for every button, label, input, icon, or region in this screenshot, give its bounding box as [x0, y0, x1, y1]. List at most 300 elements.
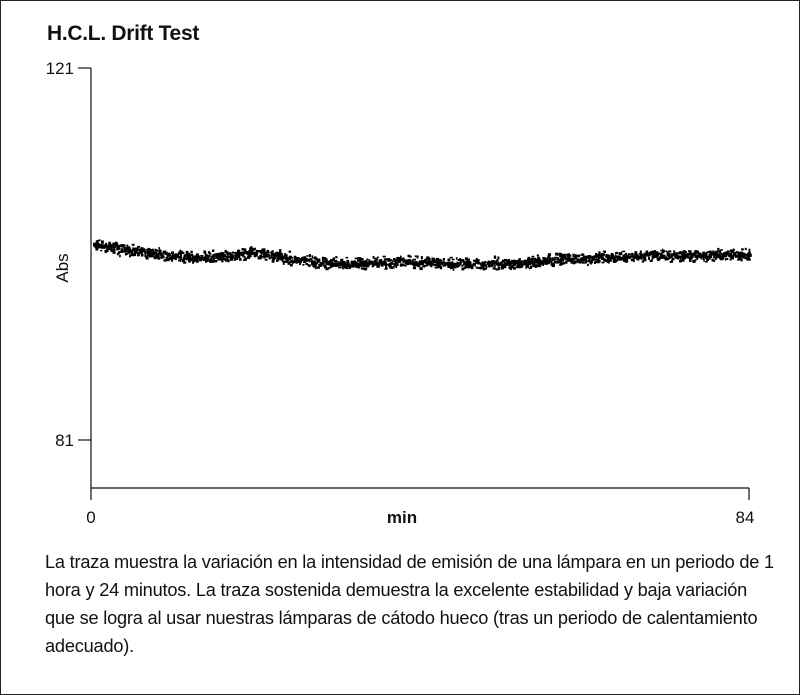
trace-noise-mark — [114, 245, 116, 248]
trace-noise-mark — [132, 244, 135, 246]
trace-noise-mark — [293, 260, 295, 262]
trace-noise-mark — [306, 259, 308, 262]
trace-noise-mark — [308, 264, 311, 266]
trace-noise-mark — [638, 258, 640, 261]
trace-noise-mark — [264, 249, 266, 252]
trace-noise-mark — [209, 255, 211, 257]
trace-noise-mark — [339, 266, 341, 268]
trace-noise-mark — [748, 259, 751, 261]
trace-noise-mark — [323, 258, 325, 260]
trace-noise-mark — [377, 257, 379, 259]
trace-noise-mark — [171, 259, 173, 261]
trace-noise-mark — [529, 268, 532, 270]
trace-noise-mark — [743, 256, 745, 258]
trace-noise-mark — [737, 252, 740, 254]
trace-noise-mark — [341, 259, 343, 262]
trace-noise-mark — [726, 258, 728, 260]
trace-noise-mark — [548, 256, 551, 259]
trace-noise-mark — [531, 258, 534, 260]
trace-noise-mark — [604, 251, 606, 253]
trace-noise-mark — [311, 259, 313, 261]
trace-noise-mark — [346, 257, 349, 259]
trace-noise-mark — [648, 257, 650, 260]
trace-noise-mark — [190, 251, 192, 254]
trace-noise-mark — [152, 252, 155, 254]
trace-noise-mark — [570, 255, 572, 257]
trace-noise-mark — [559, 264, 561, 266]
trace-noise-mark — [421, 256, 423, 259]
trace-noise-mark — [281, 253, 283, 256]
trace-noise-mark — [180, 260, 182, 262]
trace-noise-mark — [674, 252, 676, 255]
trace-noise-mark — [367, 265, 369, 268]
trace-noise-mark — [749, 254, 752, 257]
trace-noise-mark — [378, 264, 381, 266]
x-tick-label-left: 0 — [86, 508, 96, 527]
trace-noise-mark — [190, 257, 192, 259]
trace-noise-mark — [530, 266, 532, 268]
trace-noise-mark — [184, 258, 186, 260]
trace-noise-mark — [554, 257, 557, 259]
trace-noise-mark — [741, 248, 744, 250]
trace-noise-mark — [553, 262, 555, 264]
trace-noise-mark — [672, 259, 674, 261]
trace-noise-mark — [555, 253, 558, 256]
trace-noise-mark — [196, 257, 198, 260]
trace-noise-mark — [342, 267, 344, 270]
trace-noise-mark — [513, 267, 516, 270]
trace-noise-mark — [732, 256, 734, 258]
trace-noise-mark — [265, 259, 268, 261]
trace-noise-mark — [239, 258, 242, 261]
trace-noise-mark — [463, 267, 466, 269]
trace-noise-mark — [261, 252, 263, 255]
trace-noise-mark — [244, 249, 246, 252]
trace-noise-mark — [749, 249, 751, 252]
trace-noise-mark — [114, 249, 116, 251]
trace-noise-mark — [677, 255, 679, 258]
trace-noise-mark — [169, 253, 171, 256]
trace-noise-mark — [255, 253, 257, 256]
trace-noise-mark — [471, 265, 473, 268]
trace-noise-mark — [130, 251, 132, 254]
trace-noise-mark — [440, 266, 442, 269]
trace-noise-mark — [130, 250, 132, 252]
trace-noise-mark — [359, 260, 361, 262]
trace-noise-mark — [554, 258, 557, 260]
trace-noise-mark — [657, 259, 659, 261]
trace-noise-mark — [355, 262, 358, 265]
trace-noise-mark — [289, 251, 292, 253]
trace-noise-mark — [567, 253, 570, 255]
trace-noise-mark — [591, 259, 594, 261]
trace-noise-mark — [493, 268, 495, 270]
trace-noise-mark — [158, 247, 160, 249]
trace-noise-mark — [111, 248, 113, 251]
trace-noise-mark — [245, 258, 247, 261]
trace-noise-mark — [290, 256, 292, 259]
trace-noise-mark — [474, 264, 476, 266]
trace-noise-mark — [119, 246, 121, 249]
trace-noise-mark — [725, 258, 727, 261]
trace-noise-mark — [642, 260, 645, 262]
trace-noise-mark — [477, 259, 480, 261]
trace-noise-mark — [204, 250, 206, 253]
trace-noise-mark — [575, 254, 577, 256]
trace-noise-mark — [644, 253, 647, 256]
trace-noise-mark — [512, 265, 514, 267]
trace-noise-mark — [448, 259, 451, 262]
trace-noise-mark — [578, 255, 580, 258]
trace-noise-mark — [415, 255, 417, 257]
trace-noise-mark — [409, 256, 411, 258]
trace-noise-mark — [633, 260, 635, 262]
trace-noise-mark — [599, 260, 601, 263]
trace-noise-mark — [190, 254, 192, 256]
trace-noise-mark — [562, 258, 564, 260]
trace-noise-mark — [232, 252, 235, 254]
trace-noise-mark — [343, 261, 346, 264]
trace-noise-mark — [202, 256, 204, 258]
trace-noise-mark — [457, 262, 460, 264]
trace-noise-mark — [152, 249, 154, 251]
trace-noise-mark — [254, 248, 256, 251]
trace-noise-mark — [385, 267, 388, 269]
trace-noise-mark — [629, 254, 631, 256]
trace-noise-mark — [491, 265, 493, 267]
trace-noise-mark — [361, 258, 364, 261]
trace-noise-mark — [208, 251, 210, 254]
trace-noise-mark — [306, 255, 308, 257]
trace-noise-mark — [378, 266, 380, 268]
trace-noise-mark — [321, 263, 323, 265]
trace-noise-mark — [594, 255, 596, 257]
trace-noise-mark — [733, 249, 735, 252]
trace-noise-mark — [705, 261, 708, 263]
trace-noise-mark — [667, 253, 670, 255]
trace-noise-mark — [540, 265, 542, 267]
trace-noise-mark — [426, 261, 428, 264]
trace-noise-mark — [314, 266, 316, 268]
trace-noise-mark — [373, 265, 375, 267]
trace-noise-mark — [156, 255, 159, 257]
trace-noise-mark — [633, 258, 635, 261]
trace-noise-mark — [345, 266, 348, 269]
x-tick-label-right: 84 — [735, 508, 755, 527]
trace-noise-mark — [460, 262, 462, 265]
trace-noise-mark — [561, 258, 563, 261]
trace-noise-mark — [260, 255, 262, 258]
trace-noise-mark — [598, 251, 600, 254]
trace-noise-mark — [98, 239, 100, 241]
trace-noise-mark — [694, 253, 696, 256]
trace-noise-mark — [348, 262, 350, 265]
trace-noise-mark — [603, 253, 605, 256]
trace-noise-mark — [463, 259, 465, 261]
trace-noise-mark — [269, 257, 271, 259]
trace-noise-mark — [612, 254, 614, 256]
trace-noise-mark — [519, 258, 521, 260]
trace-noise-mark — [564, 262, 566, 264]
trace-noise-mark — [437, 266, 439, 268]
trace-noise-mark — [403, 258, 405, 260]
trace-noise-mark — [710, 256, 712, 258]
trace-noise-mark — [328, 261, 330, 264]
trace-noise-mark — [268, 255, 270, 257]
trace-noise-mark — [483, 268, 486, 271]
trace-noise-mark — [397, 263, 399, 266]
trace-noise-mark — [309, 261, 311, 263]
trace-noise-mark — [650, 251, 652, 254]
trace-noise-mark — [621, 252, 623, 255]
trace-noise-mark — [136, 248, 138, 250]
trace-noise-mark — [372, 261, 374, 264]
trace-noise-mark — [629, 256, 631, 259]
trace-noise-mark — [309, 254, 311, 257]
trace-noise-mark — [735, 256, 737, 258]
trace-noise-mark — [214, 260, 217, 262]
trace-noise-mark — [640, 251, 642, 254]
trace-noise-mark — [706, 252, 708, 255]
trace-noise-mark — [695, 259, 697, 261]
trace-noise-mark — [617, 258, 619, 260]
trace-noise-mark — [142, 254, 144, 256]
y-axis-label: Abs — [53, 253, 72, 283]
trace-noise-mark — [537, 255, 539, 257]
trace-noise-mark — [453, 268, 455, 271]
trace-noise-mark — [579, 262, 582, 264]
trace-noise-mark — [365, 260, 367, 262]
y-tick-label-top: 121 — [45, 59, 74, 78]
trace-noise-mark — [601, 257, 603, 260]
trace-noise-mark — [400, 258, 402, 261]
trace-noise-mark — [353, 266, 355, 268]
trace-noise-mark — [491, 260, 494, 262]
trace-noise-mark — [312, 261, 314, 263]
trace-noise-mark — [402, 264, 405, 267]
trace-noise-mark — [486, 266, 488, 268]
trace-noise-mark — [275, 255, 277, 257]
trace-noise-mark — [417, 255, 419, 258]
trace-noise-mark — [587, 264, 589, 266]
figure-caption: La traza muestra la variación en la intensidad de emisión de una lámpara en un periodo de 1 hora y 24 minutos. La traza sostenida demuestra la excelente estabilidad y baja variación que se logra al usar nuestras lámparas de cátodo hueco (tras un periodo de calentamiento adecuado). — [45, 552, 774, 656]
trace-noise-mark — [573, 254, 575, 257]
trace-noise-mark — [680, 256, 682, 258]
trace-noise-mark — [478, 262, 480, 264]
trace-noise-mark — [181, 252, 184, 254]
trace-noise-mark — [666, 258, 668, 260]
trace-noise-mark — [209, 260, 212, 263]
trace-noise-mark — [470, 262, 472, 264]
trace-noise-mark — [511, 263, 513, 265]
trace-noise-mark — [113, 252, 116, 254]
trace-noise-mark — [101, 242, 103, 244]
trace-noise-mark — [484, 261, 486, 264]
trace-noise-mark — [281, 258, 283, 260]
trace-noise-mark — [581, 254, 584, 256]
trace-noise-mark — [619, 252, 621, 255]
trace-noise-mark — [421, 260, 423, 263]
trace-noise-mark — [373, 256, 375, 259]
trace-noise-mark — [386, 264, 388, 266]
trace-noise-mark — [644, 259, 646, 262]
trace-noise-mark — [513, 261, 515, 263]
trace-noise-mark — [657, 254, 659, 256]
trace-noise-mark — [251, 249, 253, 252]
trace-noise-mark — [601, 262, 604, 264]
trace-noise-mark — [622, 251, 625, 253]
trace-noise-mark — [366, 259, 368, 261]
trace-noise-mark — [680, 259, 682, 262]
trace-noise-mark — [494, 265, 496, 267]
trace-noise-mark — [335, 256, 337, 258]
trace-noise-mark — [312, 255, 314, 258]
trace-noise-mark — [365, 268, 368, 270]
trace-noise-mark — [129, 254, 131, 257]
trace-noise-mark — [272, 250, 274, 253]
trace-noise-mark — [236, 258, 238, 260]
trace-noise-mark — [745, 248, 747, 250]
trace-noise-mark — [413, 267, 416, 269]
trace-noise-mark — [290, 264, 293, 266]
trace-noise-mark — [527, 265, 529, 268]
trace-noise-mark — [375, 258, 378, 261]
trace-noise-mark — [651, 259, 653, 261]
trace-noise-mark — [225, 259, 228, 262]
trace-noise-mark — [285, 254, 288, 256]
trace-noise-mark — [433, 259, 435, 262]
trace-noise-mark — [143, 248, 145, 250]
trace-noise-mark — [205, 260, 207, 263]
trace-noise-mark — [232, 254, 234, 256]
trace-noise-mark — [334, 260, 337, 263]
trace-noise-mark — [697, 251, 699, 253]
trace-noise-mark — [155, 251, 157, 253]
trace-noise-mark — [228, 259, 230, 262]
trace-noise-mark — [235, 257, 237, 259]
trace-noise-mark — [689, 250, 691, 253]
trace-noise-mark — [713, 260, 715, 262]
trace-noise-mark — [684, 253, 686, 256]
trace-noise-mark — [450, 257, 453, 259]
trace-noise-mark — [635, 251, 638, 253]
drift-trace — [93, 239, 752, 270]
trace-noise-mark — [720, 249, 723, 251]
trace-noise-mark — [105, 244, 107, 247]
trace-noise-mark — [300, 260, 302, 263]
trace-noise-mark — [522, 260, 524, 262]
trace-noise-mark — [727, 251, 729, 254]
trace-noise-mark — [318, 260, 320, 262]
trace-noise-mark — [715, 254, 717, 256]
trace-noise-mark — [145, 257, 147, 259]
trace-noise-mark — [121, 250, 123, 253]
trace-noise-mark — [497, 257, 499, 260]
trace-noise-mark — [238, 250, 240, 252]
trace-noise-mark — [717, 248, 719, 251]
trace-noise-mark — [549, 260, 552, 262]
trace-noise-mark — [565, 254, 567, 257]
trace-noise-mark — [108, 242, 110, 244]
trace-noise-mark — [703, 259, 705, 262]
trace-noise-mark — [562, 254, 564, 257]
trace-noise-mark — [123, 246, 126, 248]
trace-noise-mark — [614, 257, 616, 259]
chart-title: H.C.L. Drift Test — [47, 22, 200, 45]
trace-noise-mark — [706, 258, 709, 261]
trace-noise-mark — [148, 248, 151, 250]
trace-noise-mark — [668, 250, 671, 252]
trace-noise-mark — [119, 255, 121, 258]
trace-noise-mark — [196, 260, 199, 263]
trace-noise-mark — [595, 262, 597, 264]
trace-noise-mark — [615, 252, 618, 254]
trace-noise-mark — [304, 256, 306, 259]
trace-noise-mark — [587, 260, 589, 262]
trace-noise-mark — [162, 255, 165, 258]
trace-noise-mark — [641, 256, 643, 258]
trace-noise-mark — [532, 256, 535, 257]
trace-noise-mark — [227, 256, 229, 259]
trace-noise-mark — [125, 252, 127, 255]
trace-noise-mark — [663, 250, 665, 252]
trace-noise-mark — [123, 244, 126, 246]
trace-noise-mark — [135, 250, 138, 253]
trace-noise-mark — [315, 268, 317, 270]
trace-noise-mark — [466, 265, 468, 267]
trace-noise-mark — [424, 259, 426, 261]
trace-noise-mark — [548, 253, 551, 256]
trace-noise-mark — [413, 259, 416, 261]
trace-noise-mark — [496, 259, 498, 262]
trace-noise-mark — [529, 259, 531, 261]
trace-noise-mark — [172, 252, 174, 254]
trace-noise-mark — [400, 256, 402, 258]
trace-noise-mark — [299, 263, 301, 265]
y-tick-label-bottom: 81 — [55, 431, 74, 450]
trace-noise-mark — [114, 243, 116, 245]
trace-noise-mark — [242, 254, 244, 256]
trace-noise-mark — [183, 262, 186, 264]
trace-noise-mark — [212, 250, 215, 252]
trace-noise-mark — [247, 256, 249, 259]
trace-noise-mark — [494, 256, 496, 259]
trace-noise-mark — [537, 257, 540, 259]
trace-noise-mark — [297, 257, 300, 259]
trace-noise-mark — [302, 264, 304, 266]
trace-noise-mark — [116, 243, 118, 245]
trace-noise-mark — [552, 264, 555, 267]
trace-noise-mark — [519, 260, 522, 263]
trace-noise-mark — [741, 259, 743, 261]
trace-noise-mark — [716, 256, 718, 259]
trace-noise-mark — [100, 250, 102, 252]
trace-noise-mark — [574, 257, 577, 260]
trace-noise-mark — [456, 257, 458, 260]
trace-noise-mark — [166, 252, 168, 255]
trace-noise-mark — [359, 266, 361, 268]
trace-noise-mark — [689, 260, 691, 263]
trace-noise-mark — [571, 262, 573, 264]
trace-noise-mark — [268, 251, 270, 253]
trace-noise-mark — [324, 265, 326, 267]
trace-noise-mark — [452, 259, 455, 261]
trace-noise-mark — [230, 258, 232, 261]
trace-noise-mark — [443, 258, 445, 260]
trace-noise-mark — [516, 266, 519, 268]
x-axis-label: min — [386, 508, 418, 527]
trace-noise-mark — [128, 247, 131, 249]
